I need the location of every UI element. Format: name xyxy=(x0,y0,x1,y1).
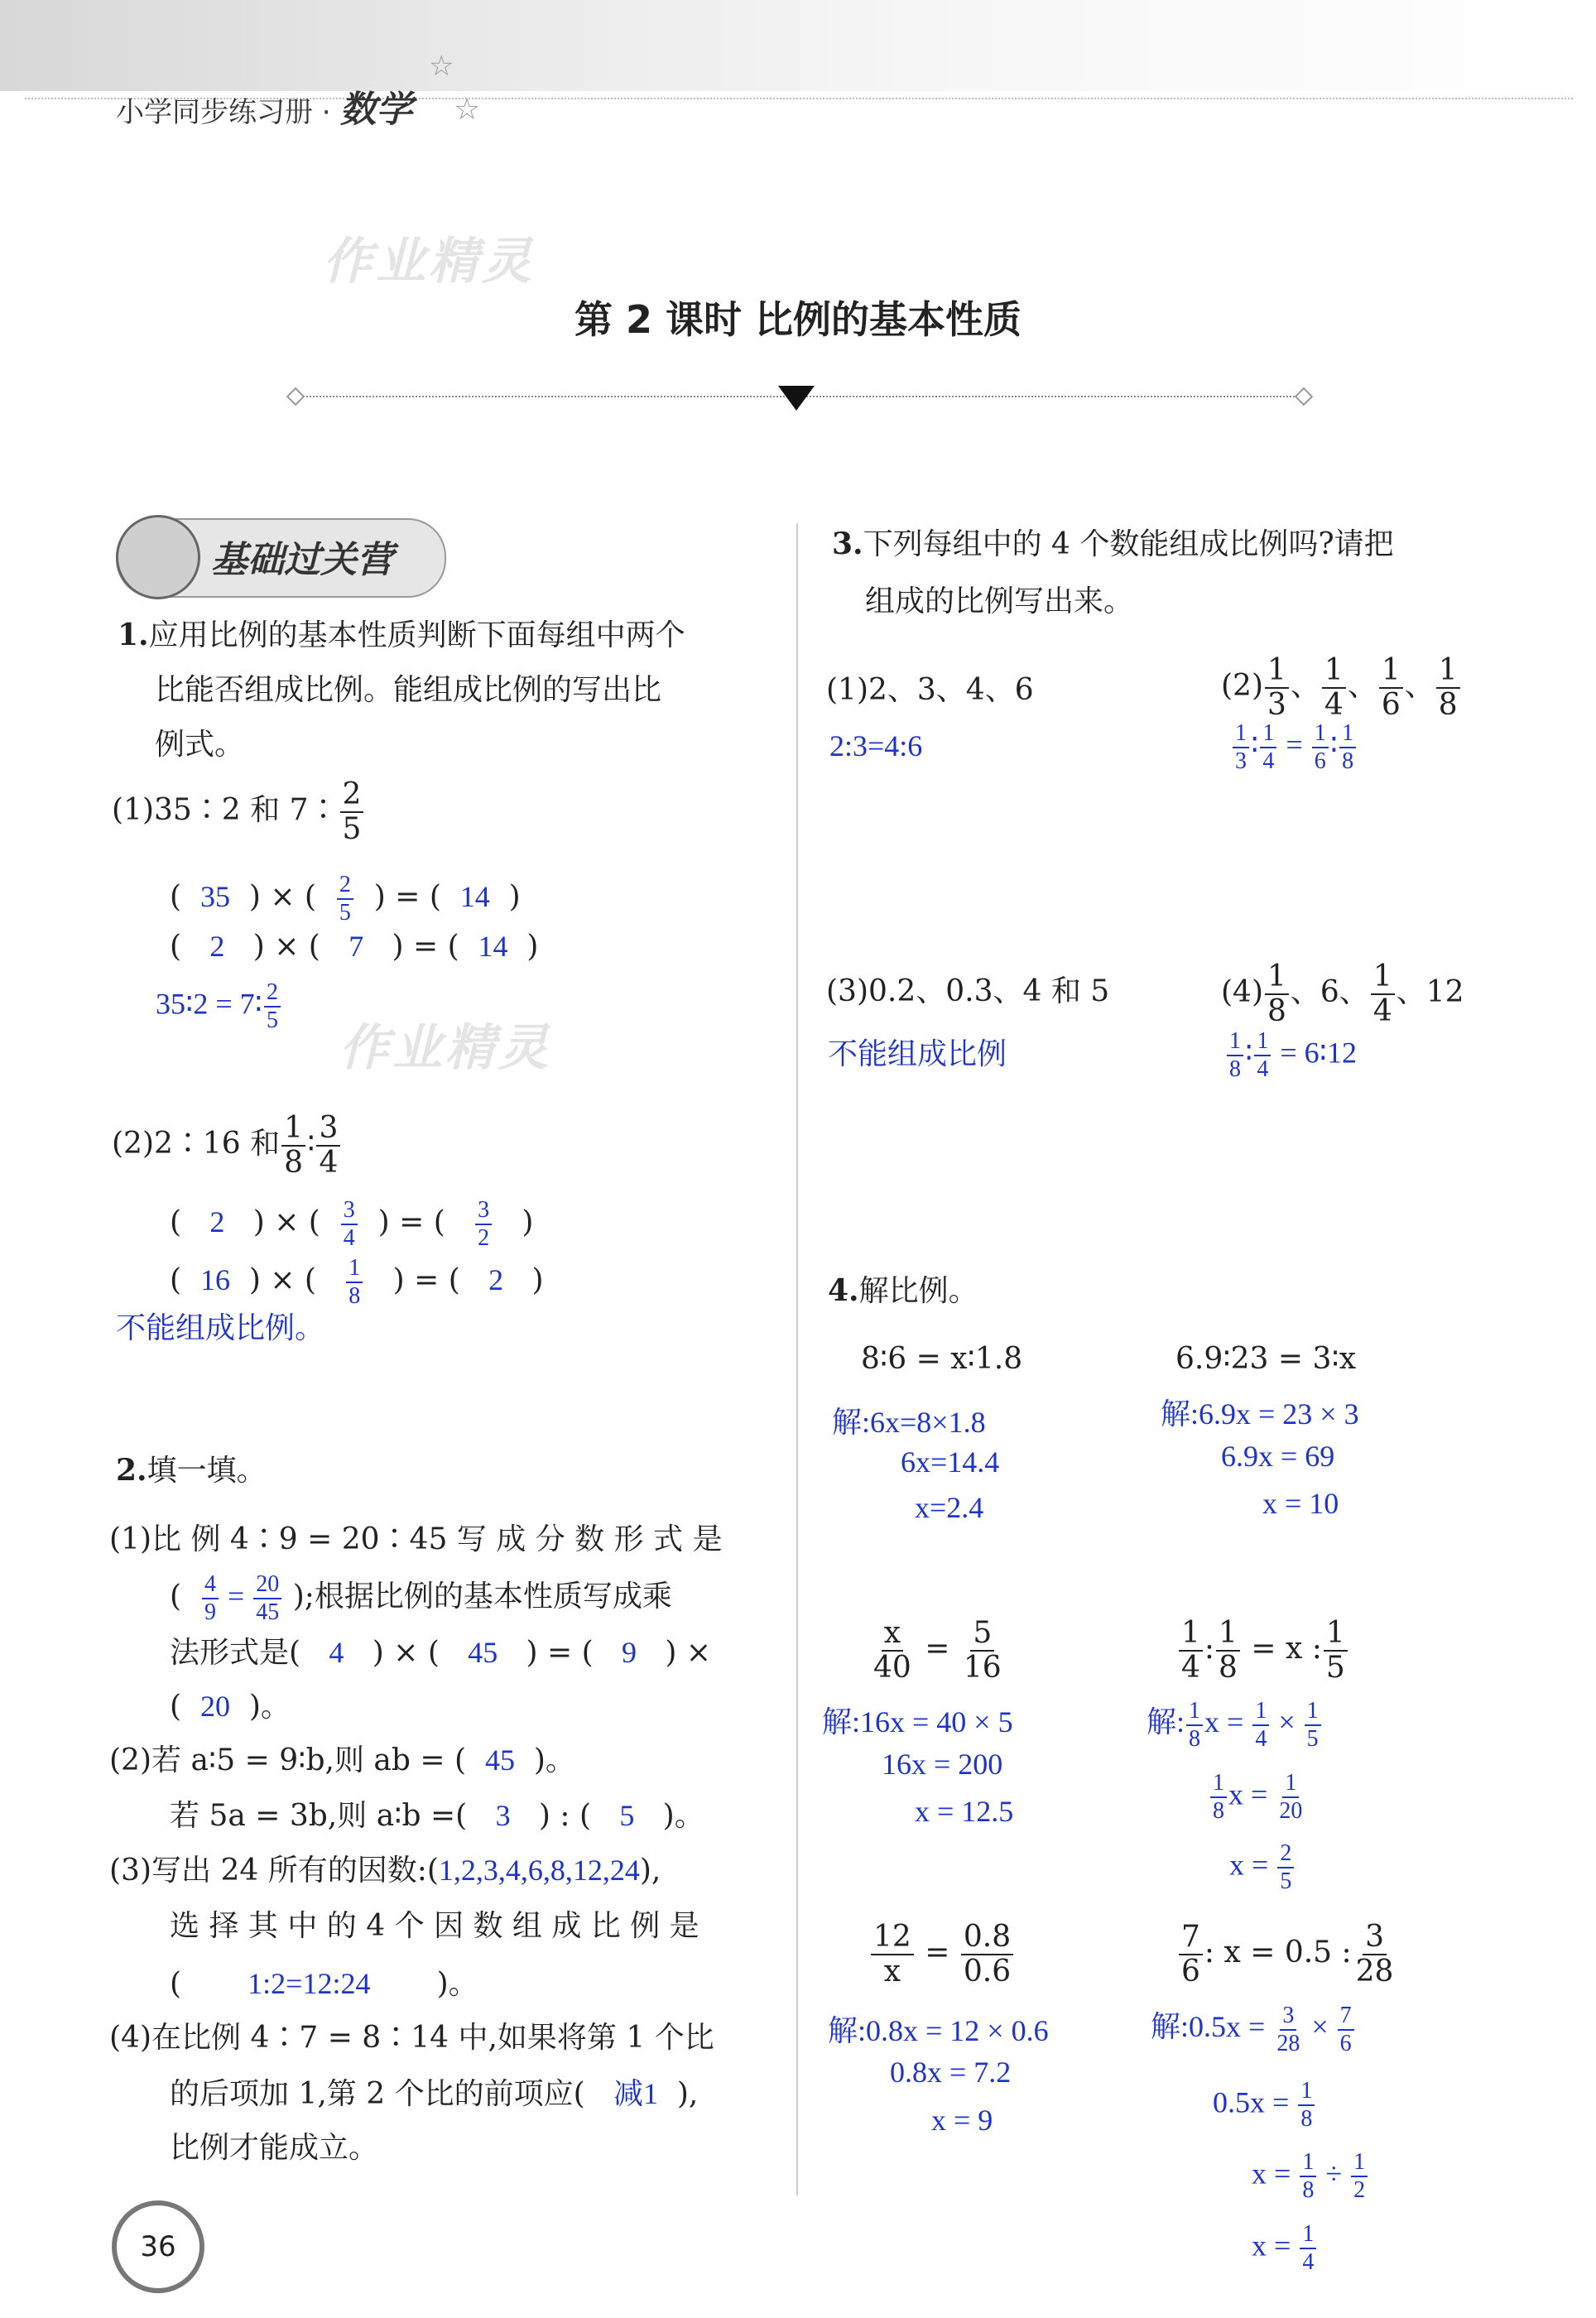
q4-eq2-step1: 解:6.9x = 23 × 3 xyxy=(1161,1397,1359,1431)
q4-eq3-step1: 解:16x = 40 × 5 xyxy=(822,1705,1013,1738)
q4-eq2: 6.9∶23 = 3∶x xyxy=(1175,1342,1357,1376)
frog-icon xyxy=(116,515,200,599)
q2-line5: (2)若 a∶5 = 9∶b,则 ab = ( 45 )。 xyxy=(109,1743,575,1777)
q2-line6: 若 5a = 3b,则 a∶b =( 3 ) : ( 5 )。 xyxy=(170,1799,704,1833)
q1-part1-row2: ( 2 ) × ( 7 ) = ( 14 ) xyxy=(170,930,539,964)
divider-end-icon xyxy=(286,387,305,406)
q4-eq6: $\frac{7}{6}$ : x = 0.5 : $\frac{3}{28}$ xyxy=(1177,1922,1397,1987)
q2-line1: (1)比 例 4∶9 = 20∶45 写 成 分 数 形 式 是 xyxy=(109,1522,723,1556)
q3-part2: (2) $\frac{1}{3}$ 、 $\frac{1}{4}$ 、 $\frac{1}{6}$ 、 $\frac{1}{8}$ xyxy=(1221,656,1462,720)
q4-eq6-step4: x = $\frac{1}{4}$ xyxy=(1252,2223,1318,2274)
q4-eq6-step2: 0.5x = $\frac{1}{8}$ xyxy=(1213,2080,1316,2131)
q1-part1-label: (1)35∶2 和 7∶ $\frac{2}{5}$ xyxy=(112,780,365,844)
q3-part3: (3)0.2、0.3、4 和 5 xyxy=(826,974,1110,1008)
watermark: 作业精灵 xyxy=(339,1019,551,1077)
q3-part4-answer: $\frac{1}{8}$ ∶ $\frac{1}{4}$ = 6∶12 xyxy=(1225,1030,1357,1081)
divider-end-icon xyxy=(1295,387,1314,406)
q4-eq5-step2: 0.8x = 7.2 xyxy=(890,2056,1012,2089)
q2-line10: (4)在比例 4∶7 = 8∶14 中,如果将第 1 个比 xyxy=(109,2021,714,2055)
q4-eq3: $\frac{x}{40}$ = $\frac{5}{16}$ xyxy=(873,1616,1002,1685)
q4-eq2-step3: x = 10 xyxy=(1262,1487,1339,1520)
q4-eq1-step3: x=2.4 xyxy=(915,1491,984,1524)
watermark: 作业精灵 xyxy=(323,233,535,291)
q1-part2-row1: ( 2 ) × ( $\frac{3}{4}$ ) = ( $\frac{3}{2}$ ) xyxy=(170,1197,534,1251)
q4-eq4-step3: x = $\frac{2}{5}$ xyxy=(1229,1842,1296,1893)
q3-part4: (4) $\frac{1}{8}$ 、6、 $\frac{1}{4}$ 、12 xyxy=(1221,959,1464,1028)
q4-eq4-step1: 解: $\frac{1}{8}$ x = $\frac{1}{4}$ × $\frac{1}{5}$ xyxy=(1147,1699,1323,1751)
q2-line12: 比例才能成立。 xyxy=(170,2131,379,2165)
q4-eq2-step2: 6.9x = 69 xyxy=(1221,1440,1335,1473)
q1-part2-answer: 不能组成比例。 xyxy=(116,1311,325,1344)
q4-title: 4.解比例。 xyxy=(828,1273,978,1308)
q4-eq6-step3: x = $\frac{1}{8}$ ÷ $\frac{1}{2}$ xyxy=(1252,2151,1369,2202)
q1-line1: 1.应用比例的基本性质判断下面每组中两个 xyxy=(118,618,685,652)
header-band xyxy=(0,0,1596,91)
lesson-title: 第 2 课时 比例的基本性质 xyxy=(574,297,1022,342)
q4-eq3-step2: 16x = 200 xyxy=(882,1748,1003,1781)
q4-eq1: 8∶6 = x∶1.8 xyxy=(861,1342,1023,1376)
q3-part1-answer: 2:3=4:6 xyxy=(829,729,923,762)
q2-line9: ( 1:2=12:24 )。 xyxy=(170,1967,478,2001)
section-badge-label: 基础过关营 xyxy=(211,539,393,581)
q4-eq1-step1: 解:6x=8×1.8 xyxy=(832,1406,986,1439)
q2-title: 2.填一填。 xyxy=(116,1453,267,1488)
q3-line2: 组成的比例写出来。 xyxy=(865,584,1134,618)
book-title: 小学同步练习册 · 数学 xyxy=(116,89,413,131)
q2-line4: ( 20 )。 xyxy=(170,1690,291,1724)
q1-line3: 例式。 xyxy=(155,728,245,762)
q4-eq4: $\frac{1}{4}$ : $\frac{1}{8}$ = x : $\frac{1}{5}$ xyxy=(1177,1618,1349,1683)
q3-part1: (1)2、3、4、6 xyxy=(826,673,1034,707)
q1-part1-answer: 35∶2 = 7∶ $\frac{2}{5}$ xyxy=(156,981,282,1032)
q4-eq5-step3: x = 9 xyxy=(931,2104,993,2137)
q1-part2-label: (2)2∶16 和 $\frac{1}{8}$ ∶ $\frac{3}{4}$ xyxy=(112,1113,342,1178)
q3-part3-answer: 不能组成比例 xyxy=(828,1037,1007,1070)
q4-eq3-step3: x = 12.5 xyxy=(915,1795,1014,1828)
q2-line11: 的后项加 1,第 2 个比的前项应( 减1 ), xyxy=(170,2077,699,2111)
star-icon: ☆ xyxy=(429,50,454,83)
q2-line7: (3)写出 24 所有的因数:(1,2,3,4,6,8,12,24), xyxy=(109,1854,661,1888)
q3-line1: 3.下列每组中的 4 个数能组成比例吗?请把 xyxy=(832,527,1394,561)
q1-part1-row1: ( 35 ) × ( $\frac{2}{5}$ ) = ( 14 ) xyxy=(170,872,521,926)
q2-line8: 选 择 其 中 的 4 个 因 数 组 成 比 例 是 xyxy=(170,1909,699,1943)
column-divider xyxy=(796,523,798,2195)
q3-part2-answer: $\frac{1}{3}$ ∶ $\frac{1}{4}$ = $\frac{1}{6}$ ∶ $\frac{1}{8}$ xyxy=(1231,722,1358,773)
q4-eq5-step1: 解:0.8x = 12 × 0.6 xyxy=(828,2014,1049,2047)
q4-eq6-step1: 解:0.5x = $\frac{3}{28}$ × $\frac{7}{6}$ xyxy=(1151,2003,1356,2056)
triangle-down-icon xyxy=(778,386,815,411)
star-icon: ☆ xyxy=(454,93,481,127)
q2-line3: 法形式是( 4 ) × ( 45 ) = ( 9 ) × xyxy=(170,1636,711,1670)
page-number: 36 xyxy=(112,2200,204,2293)
q2-line2: ( $\frac{4}{9}$ = $\frac{20}{45}$ );根据比例的基本性质写成乘 xyxy=(170,1571,672,1625)
q4-eq5: $\frac{12}{x}$ = $\frac{0.8}{0.6}$ xyxy=(869,1922,1015,1987)
q4-eq1-step2: 6x=14.4 xyxy=(901,1445,1000,1479)
q1-part2-row2: ( 16 ) × ( $\frac{1}{8}$ ) = ( 2 ) xyxy=(170,1255,544,1309)
q4-eq4-step2: $\frac{1}{8}$ x = $\frac{1}{20}$ xyxy=(1209,1772,1306,1823)
q1-line2: 比能否组成比例。能组成比例的写出比 xyxy=(155,673,662,707)
